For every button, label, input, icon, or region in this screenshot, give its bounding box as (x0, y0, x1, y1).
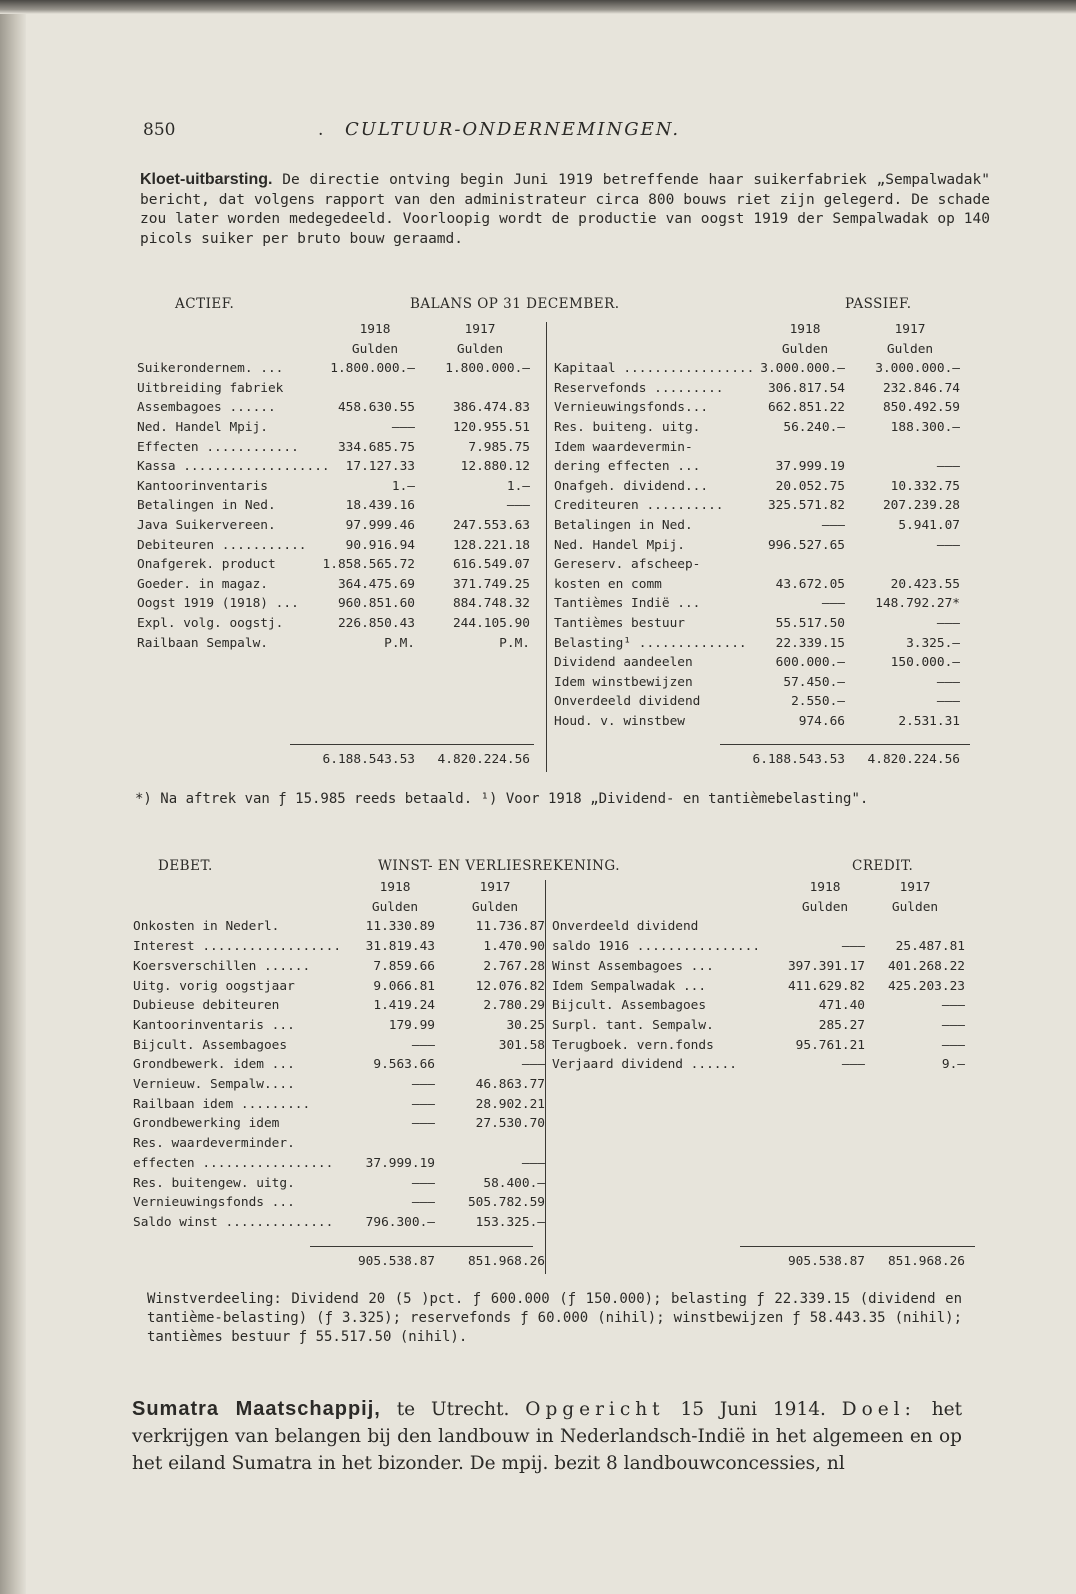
left-row-1918: 1.419.24 (373, 998, 435, 1014)
right-row-label: Betalingen in Ned. (554, 518, 693, 533)
right-row-1918: ——— (841, 939, 865, 955)
sumatra-paragraph (132, 1396, 962, 1477)
left-row-label: Kantoorinventaris ... (133, 1017, 295, 1033)
sumatra-text-1: te Utrecht. (380, 1399, 526, 1420)
left-row-label: Interest .................. (133, 939, 342, 955)
intro-text: De directie ontving begin Juni 1919 betreffende haar suikerfabriek „Sempalwadak" bericht, dat volgens rapport van den administrateur circa 800 bouws riet zijn gelegerd. De schade zou later worden medegedeeld. Voorloopig wordt de productie van oogst 1919 der Sempalwadak op 140 picols suiker per bruto bouw geraamd. (140, 172, 990, 247)
right-row-1917: ——— (941, 998, 965, 1014)
left-row-1918: 1.800.000.— (330, 361, 415, 377)
right-row-label: Ned. Handel Mpij. (554, 537, 685, 553)
left-row-1917: 2.780.29 (483, 998, 545, 1014)
right-row-1918: 996.527.65 (767, 537, 845, 553)
left-unit-1917: Gulden (456, 341, 504, 357)
right-row-label: Idem Sempalwadak ... (552, 978, 707, 994)
left-row-1917: 884.748.32 (452, 596, 530, 612)
right-year-1917: 1917 (899, 880, 931, 895)
left-row-1917: 1.470.90 (483, 939, 545, 955)
left-row-1917: 2.767.28 (483, 958, 545, 974)
left-row-label: Grondbewerk. idem ... (133, 1057, 295, 1073)
right-row-1917: ——— (936, 459, 960, 475)
right-row-label: Winst Assembagoes ... (552, 958, 714, 974)
left-unit-1918: Gulden (371, 899, 419, 915)
left-row-1917: 247.553.63 (452, 518, 530, 533)
left-row-1917: 27.530.70 (475, 1116, 545, 1132)
left-row-1918: 9.563.66 (373, 1057, 435, 1073)
right-row-label: dering effecten ... (554, 459, 701, 475)
left-row-1918: ——— (411, 1195, 435, 1211)
right-row-1918: 306.817.54 (767, 380, 845, 396)
right-total-1917: 851.968.26 (887, 1254, 965, 1269)
left-row-1917: 128.221.18 (452, 537, 530, 553)
right-unit-1917: Gulden (886, 341, 934, 357)
right-total-rule (720, 744, 970, 745)
right-row-label: Gereserv. afscheep- (554, 557, 701, 573)
left-row-1917: 28.902.21 (475, 1096, 545, 1112)
left-row-label: Koersverschillen ...... (133, 958, 311, 974)
left-row-1917: 1.— (506, 478, 530, 494)
left-row-1918: 18.439.16 (345, 498, 415, 514)
right-row-1917: ——— (936, 694, 960, 710)
sumatra-opgericht: Opgericht (525, 1399, 665, 1420)
right-row-label: Onafgeh. dividend... (554, 478, 709, 494)
right-total-1917: 4.820.224.56 (867, 752, 960, 767)
winstverdeeling-paragraph: Winstverdeeling: Dividend 20 (5 )pct. ƒ 600.000 (ƒ 150.000); belasting ƒ 22.339.15 (dividend en tantième-belasting) (ƒ 3.325); reservefonds ƒ 60.000 (nihil); winstbewijzen ƒ 58.443.35 (nihil); tantièmes bestuur ƒ 55.517.50 (nihil). (147, 1291, 962, 1345)
right-row-1918: ——— (841, 1057, 865, 1073)
right-year-1918: 1918 (789, 322, 821, 337)
right-total-rule (740, 1246, 975, 1247)
left-unit-1918: Gulden (351, 341, 399, 357)
left-year-1918: 1918 (359, 322, 391, 337)
left-row-1917: 153.325.— (475, 1214, 545, 1230)
left-row-label: Vernieuwingsfonds ... (133, 1195, 295, 1211)
right-row-1917: ——— (936, 537, 960, 553)
right-row-label: Belasting¹ .............. (554, 635, 747, 651)
right-row-1917: 9.— (941, 1057, 965, 1073)
left-row-label: Railbaan Sempalw. (137, 635, 268, 651)
right-row-1918: 22.339.15 (775, 635, 845, 651)
left-unit-1917: Gulden (471, 899, 519, 915)
left-row-1917: 371.749.25 (452, 576, 530, 592)
intro-paragraph (140, 170, 990, 249)
right-row-1918: ——— (821, 596, 845, 612)
left-row-label: Onkosten in Nederl. (133, 919, 280, 935)
left-row-1917: 505.782.59 (467, 1195, 545, 1211)
left-row-1918: 97.999.46 (345, 518, 415, 533)
right-row-1918: 95.761.21 (795, 1037, 865, 1053)
right-row-label: Tantièmes Indië ... (554, 596, 701, 612)
left-total-rule (290, 744, 534, 745)
right-row-1917: ——— (941, 1017, 965, 1033)
left-row-1918: ——— (411, 1175, 435, 1191)
left-row-1917: 120.955.51 (452, 420, 530, 435)
left-row-1917: P.M. (499, 635, 530, 651)
left-total-1918: 905.538.87 (357, 1254, 435, 1269)
left-row-1918: 1.— (391, 478, 415, 494)
page-number: 850 (143, 120, 176, 140)
wv-left-title: DEBET. (158, 858, 213, 874)
left-total-1918: 6.188.543.53 (322, 752, 415, 767)
right-total-1918: 905.538.87 (787, 1254, 865, 1269)
left-row-1917: 244.105.90 (452, 616, 530, 631)
column-divider (546, 322, 547, 772)
column-divider (545, 880, 546, 1274)
left-row-1918: ——— (391, 420, 415, 435)
left-row-1918: 11.330.89 (365, 919, 435, 935)
left-row-1917: 11.736.87 (475, 919, 545, 935)
right-unit-1918: Gulden (781, 341, 829, 357)
balans-center-title: BALANS OP 31 DECEMBER. (410, 296, 620, 312)
right-year-1918: 1918 (809, 880, 841, 895)
left-row-1918: 458.630.55 (337, 400, 415, 416)
left-row-1918: 334.685.75 (337, 439, 415, 455)
left-row-label: Betalingen in Ned. (137, 498, 276, 514)
left-row-label: Railbaan idem ......... (133, 1096, 311, 1112)
left-row-label: Debiteuren ........... (137, 537, 307, 553)
right-row-1918: 57.450.— (783, 674, 845, 690)
left-row-1917: 12.880.12 (460, 459, 530, 475)
left-row-label: Uitg. vorig oogstjaar (133, 978, 295, 994)
left-row-label: Expl. volg. oogstj. (137, 616, 284, 631)
right-row-1917: ——— (941, 1037, 965, 1053)
left-row-label: Grondbewerking idem (133, 1116, 280, 1132)
right-row-1917: 10.332.75 (890, 478, 960, 494)
right-row-label: Terugboek. vern.fonds (552, 1037, 714, 1053)
left-row-label: Oogst 1919 (1918) ... (137, 596, 299, 612)
right-row-1918: 411.629.82 (787, 978, 865, 994)
left-row-1918: 364.475.69 (337, 576, 415, 592)
left-row-label: Kassa ................... (137, 459, 330, 475)
left-total-1917: 851.968.26 (467, 1254, 545, 1269)
right-row-1917: 20.423.55 (890, 576, 960, 592)
right-row-1917: 5.941.07 (898, 518, 960, 533)
right-row-label: Onverdeeld dividend (554, 694, 701, 710)
right-year-1917: 1917 (894, 322, 926, 337)
right-row-1917: 148.792.27* (875, 596, 960, 612)
left-row-1918: 179.99 (388, 1017, 435, 1033)
left-row-1917: 12.076.82 (475, 978, 545, 994)
left-row-1918: 226.850.43 (337, 616, 415, 631)
left-row-1917: 386.474.83 (452, 400, 530, 416)
left-row-1918: 9.066.81 (373, 978, 435, 994)
right-row-1917: 401.268.22 (887, 958, 965, 974)
right-row-label: kosten en comm (554, 576, 662, 592)
left-row-1918: ——— (411, 1077, 435, 1092)
right-row-1918: 325.571.82 (767, 498, 845, 514)
right-row-1917: 850.492.59 (882, 400, 960, 416)
right-row-label: Verjaard dividend ...... (552, 1057, 737, 1073)
left-row-1917: 30.25 (506, 1017, 545, 1033)
right-row-label: Crediteuren .......... (554, 498, 724, 514)
left-row-1918: 17.127.33 (345, 459, 415, 475)
left-row-label: Effecten ............ (137, 439, 299, 455)
left-year-1917: 1917 (464, 322, 496, 337)
left-row-1917: 46.863.77 (475, 1077, 545, 1092)
right-total-1918: 6.188.543.53 (752, 752, 845, 767)
left-total-rule (310, 1246, 533, 1247)
left-row-1918: 90.916.94 (345, 537, 415, 553)
intro-heading: Kloet-uitbarsting. (140, 171, 273, 188)
left-row-1918: 796.300.— (365, 1214, 435, 1230)
balans-footnote: *) Na aftrek van ƒ 15.985 reeds betaald. ¹) Voor 1918 „Dividend- en tantièmebelasting". (135, 791, 869, 807)
sumatra-text-2: 15 Juni 1914. (664, 1399, 842, 1420)
right-row-1918: 600.000.— (775, 655, 845, 671)
page-top-edge (0, 0, 1076, 14)
right-row-1918: ——— (821, 518, 845, 533)
left-row-label: Goeder. in magaz. (137, 576, 268, 592)
right-row-1918: 43.672.05 (775, 576, 845, 592)
right-row-1918: 2.550.— (791, 694, 845, 710)
left-row-1917: 58.400.— (483, 1175, 545, 1191)
right-row-1917: 25.487.81 (895, 939, 965, 955)
left-row-1918: 960.851.60 (337, 596, 415, 612)
left-row-label: Dubieuse debiteuren (133, 998, 280, 1014)
right-row-1918: 20.052.75 (775, 478, 845, 494)
left-row-1918: 37.999.19 (365, 1155, 435, 1171)
right-row-1918: 397.391.17 (787, 958, 865, 974)
left-row-label: effecten ................. (133, 1155, 334, 1171)
right-row-1918: 662.851.22 (767, 400, 845, 416)
left-row-label: Kantoorinventaris (137, 478, 268, 494)
right-row-label: Kapitaal ................. (554, 361, 755, 377)
right-row-1917: 3.000.000.— (875, 361, 960, 377)
right-row-1918: 55.517.50 (775, 616, 845, 631)
left-row-1917: 1.800.000.— (445, 361, 530, 377)
right-row-1917: 207.239.28 (882, 498, 960, 514)
right-row-label: Idem winstbewijzen (554, 674, 693, 690)
right-row-1918: 37.999.19 (775, 459, 845, 475)
right-row-1917: 3.325.— (906, 635, 960, 651)
left-row-label: Res. waardeverminder. (133, 1136, 295, 1152)
left-row-label: Suikerondernem. ... (137, 361, 284, 377)
right-row-label: Vernieuwingsfonds... (554, 400, 709, 416)
right-row-label: Houd. v. winstbew (554, 714, 685, 729)
left-row-label: Bijcult. Assembagoes (133, 1037, 288, 1053)
left-row-label: Uitbreiding fabriek (137, 380, 284, 396)
running-title: CULTUUR-ONDERNEMINGEN. (345, 119, 681, 140)
right-row-1917: 150.000.— (890, 655, 960, 671)
left-row-1918: 7.859.66 (373, 958, 435, 974)
left-row-1917: 301.58 (498, 1037, 545, 1053)
left-row-label: Saldo winst .............. (133, 1214, 334, 1230)
left-row-1917: 616.549.07 (452, 557, 530, 573)
right-unit-1917: Gulden (891, 899, 939, 915)
sumatra-text-3: het verkrijgen van belangen bij den landbouw in Nederlandsch-Indië in het algemeen en op het eiland Sumatra in het bizonder. De mpij. bezit 8 landbouwconcessies, nl (132, 1399, 963, 1474)
sumatra-name: Sumatra Maatschappij, (132, 1398, 381, 1420)
balans-left-title: ACTIEF. (175, 296, 235, 312)
left-row-label: Java Suikervereen. (137, 518, 276, 533)
right-row-1918: 285.27 (818, 1017, 865, 1033)
page-binding-shadow (0, 0, 26, 1594)
left-year-1917: 1917 (479, 880, 511, 895)
header-dot: . (318, 120, 324, 140)
left-row-label: Vernieuw. Sempalw.... (133, 1077, 295, 1092)
left-row-1917: ——— (506, 498, 530, 514)
right-row-label: Bijcult. Assembagoes (552, 998, 707, 1014)
right-row-1918: 974.66 (798, 714, 845, 729)
right-row-1917: ——— (936, 674, 960, 690)
right-row-1918: 3.000.000.— (760, 361, 845, 377)
left-row-1918: ——— (411, 1037, 435, 1053)
wv-center-title: WINST- EN VERLIESREKENING. (378, 858, 621, 874)
left-row-label: Ned. Handel Mpij. (137, 420, 268, 435)
right-row-1917: 425.203.23 (887, 978, 965, 994)
right-row-label: Res. buiteng. uitg. (554, 420, 701, 435)
right-row-label: Tantièmes bestuur (554, 616, 685, 631)
right-row-label: saldo 1916 ................ (552, 939, 761, 955)
left-row-label: Assembagoes ...... (137, 400, 276, 416)
left-row-1918: 31.819.43 (365, 939, 435, 955)
left-total-1917: 4.820.224.56 (437, 752, 530, 767)
left-row-1917: ——— (521, 1057, 545, 1073)
balans-right-title: PASSIEF. (845, 296, 912, 312)
wv-right-title: CREDIT. (852, 858, 914, 874)
left-row-label: Res. buitengew. uitg. (133, 1175, 295, 1191)
right-row-label: Reservefonds ......... (554, 380, 724, 396)
left-row-1918: ——— (411, 1096, 435, 1112)
left-row-label: Onafgerek. product (137, 557, 276, 573)
right-row-label: Idem waardevermin- (554, 439, 693, 455)
right-row-1918: 56.240.— (783, 420, 845, 435)
right-row-label: Surpl. tant. Sempalw. (552, 1017, 714, 1033)
right-row-1917: 188.300.— (890, 420, 960, 435)
right-row-1917: 232.846.74 (882, 380, 960, 396)
right-row-label: Dividend aandeelen (554, 655, 693, 671)
left-row-1917: 7.985.75 (468, 439, 530, 455)
left-row-1918: ——— (411, 1116, 435, 1132)
left-row-1918: P.M. (384, 635, 415, 651)
left-row-1918: 1.858.565.72 (322, 557, 415, 573)
right-row-1917: ——— (936, 616, 960, 631)
right-row-1917: 2.531.31 (898, 714, 960, 729)
sumatra-doel: Doel: (841, 1399, 916, 1420)
right-row-label: Onverdeeld dividend (552, 919, 699, 935)
right-row-1918: 471.40 (818, 998, 865, 1014)
right-unit-1918: Gulden (801, 899, 849, 915)
left-row-1917: ——— (521, 1155, 545, 1171)
left-year-1918: 1918 (379, 880, 411, 895)
